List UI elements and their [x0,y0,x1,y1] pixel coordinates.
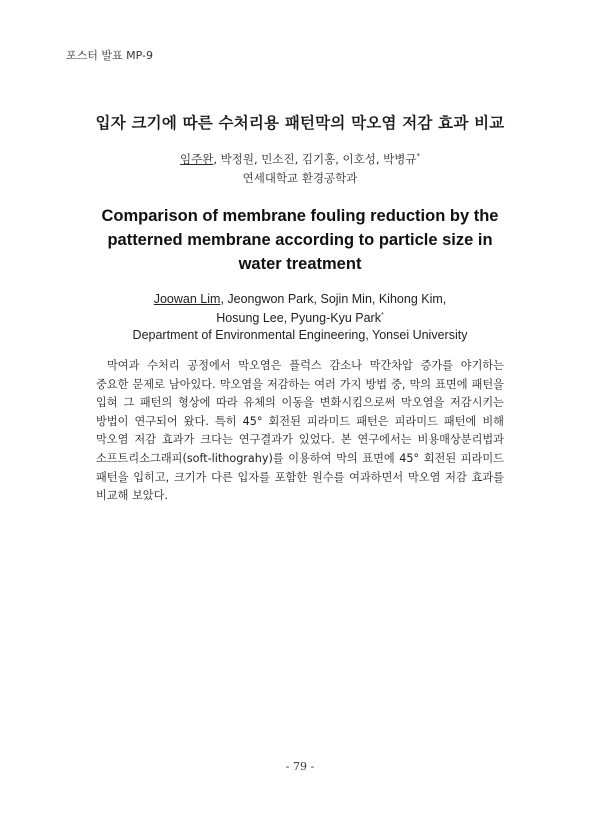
coauthors-en-line-1: , Jeongwon Park, Sojin Min, Kihong Kim, [220,292,447,306]
coauthors-ko: , 박정원, 민소진, 김기홍, 이호성, 박병규 [213,152,417,166]
english-affiliation: Department of Environmental Engineering, Yonsei University [132,328,468,342]
abstract-body: 막여과 수처리 공정에서 막오염은 플럭스 감소나 막간차압 증가를 야기하는 중요한 문제로 남아있다. 막오염을 저감하는 여러 가지 방법 중, 막의 표면에 패턴을 입혀 그 패턴의 형상에 따라 유체의 이동을 변화시킴으로써 막오염을 저감시키는 방법이 연구되어 왔다. 특히 45° 회전된 피라미드 패턴은 피라미드 패턴에 비해 막오염 저감 효과가 크다는 연구결과가 있었다. 본 연구에서는 비용매상분리법과 소프트리소그래피(soft-lithograhy)를 이용하여 막의 표면에 45° 회전된 피라미드 패턴을 입히고, 크기가 다른 입자를 포함한 원수를 여과하면서 막오염 저감 효과를 비교해 보았다. [96,359,504,503]
english-authors [0,290,600,328]
page-number: - 79 - [285,760,315,773]
korean-affiliation: 연세대학교 환경공학과 [242,171,358,185]
presenter-name-en: Joowan Lim [153,292,221,306]
korean-authors [0,151,600,167]
session-label: 포스터 발표 MP-9 [66,49,153,62]
english-authors-line-2 [0,309,600,328]
coauthors-en-line-2: Hosung Lee, Pyung-Kyu Park [216,311,381,325]
presenter-name-ko: 임주완 [179,152,214,166]
korean-title: 입자 크기에 따른 수처리용 패턴막의 막오염 저감 효과 비교 [95,114,505,132]
english-authors-line-1 [0,290,600,309]
corresponding-mark-ko: * [416,152,421,161]
corresponding-mark-en: * [380,311,384,319]
english-title: Comparison of membrane fouling reduction by the patterned membrane according to particle size in water treatment [101,207,499,273]
